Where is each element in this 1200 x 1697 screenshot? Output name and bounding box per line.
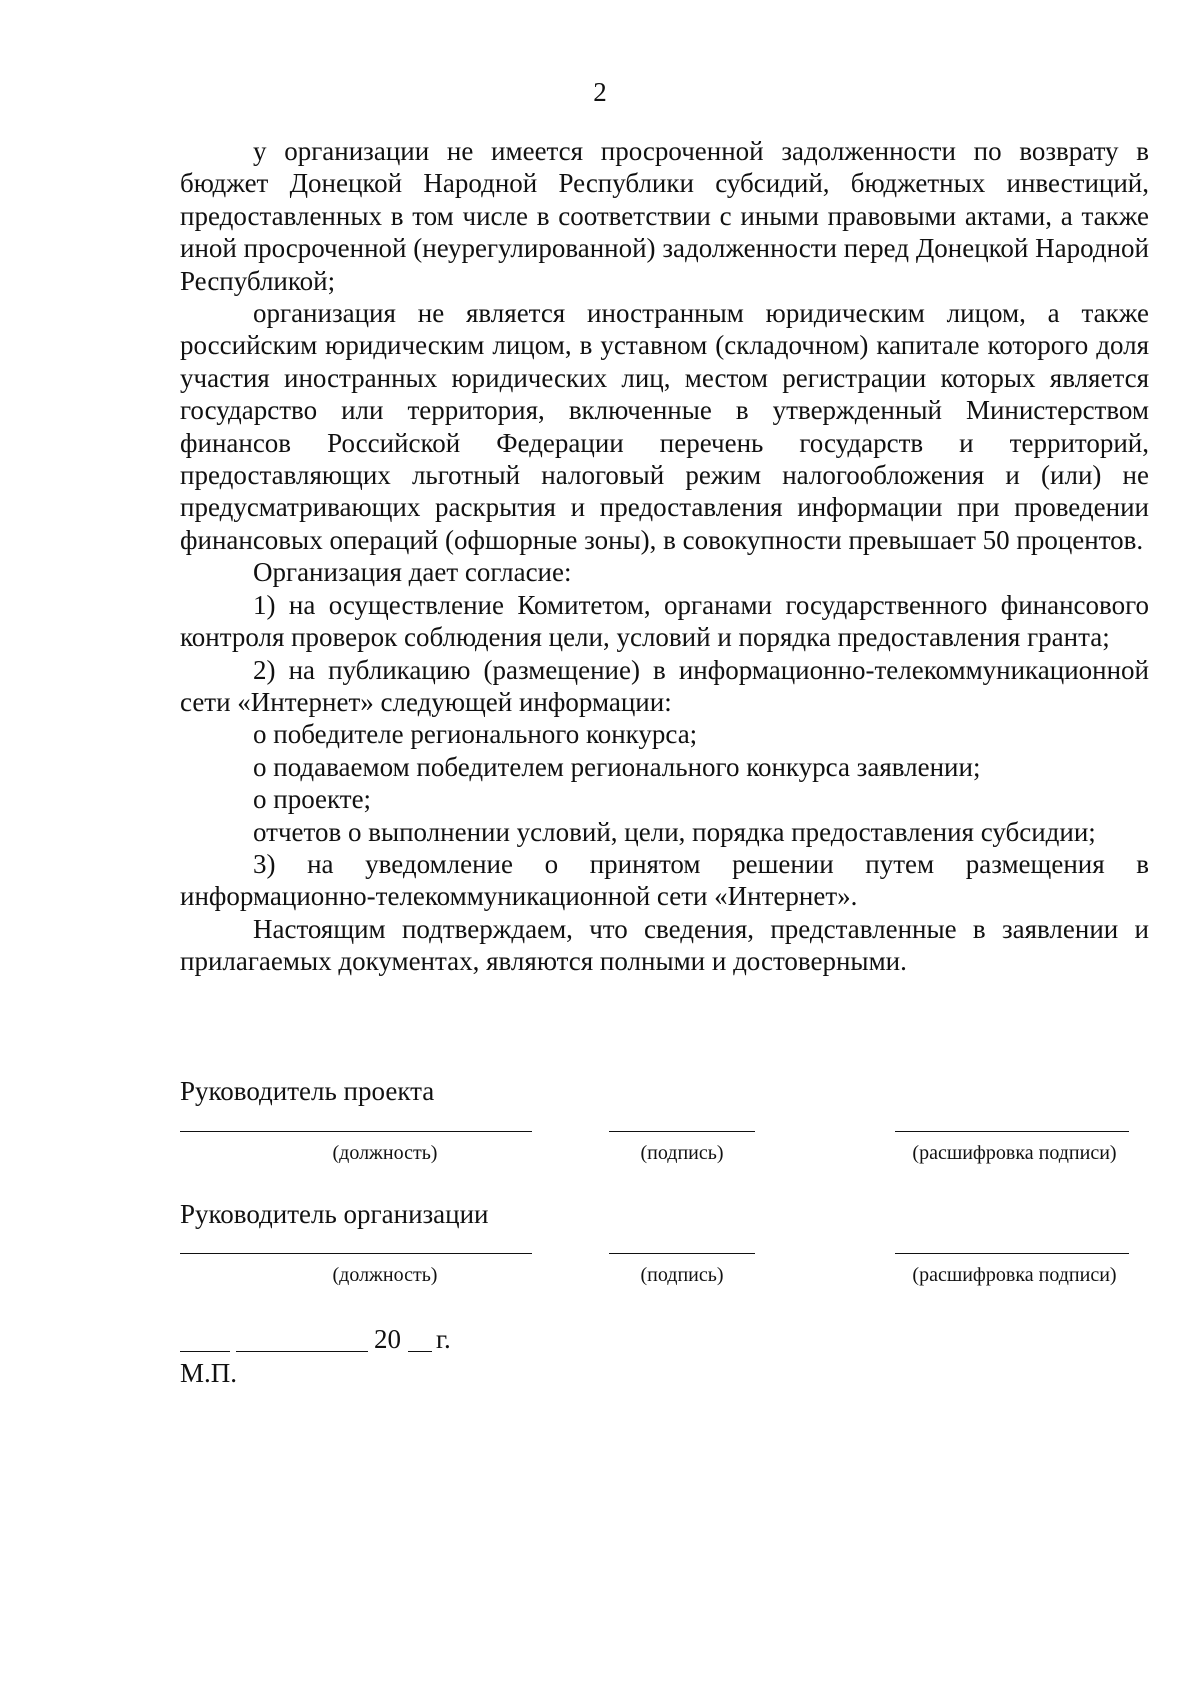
list-item-winner: о победителе регионального конкурса; bbox=[253, 719, 698, 750]
year-suffix: г. bbox=[436, 1324, 451, 1354]
list-item-application: о подаваемом победителем регионального конкурса заявлении; bbox=[253, 751, 981, 782]
signature-line bbox=[609, 1131, 755, 1132]
year-prefix: 20 bbox=[374, 1324, 401, 1354]
position-line bbox=[180, 1131, 532, 1132]
project-head-signature-block bbox=[180, 1075, 1149, 1175]
decoding-caption: (расшифровка подписи) bbox=[912, 1142, 1117, 1164]
paragraph-not-foreign: организация не является иностранным юридическим лицом, а также российским юридическим лицом, в уставном (складочном) капитале которого доля участия иностранных юридических лиц, местом регистрации которых является государство или территория, включенные в утвержденный Министерством финансов Российской Федерации перечень государств и территорий, предоставляющих льготный налоговый режим налогообложения и (или) не предусматривающих раскрытия и предоставления информации при проведении финансовых операций (офшорные зоны), в совокупности превышает 50 процентов. bbox=[180, 298, 1149, 555]
month-blank bbox=[236, 1351, 368, 1352]
paragraph-confirmation: Настоящим подтверждаем, что сведения, представленные в заявлении и прилагаемых документах, являются полными и достоверными. bbox=[180, 913, 1149, 977]
date-line bbox=[180, 1321, 580, 1355]
org-head-signature-block bbox=[180, 1198, 1149, 1298]
paragraph-no-debt: у организации не имеется просроченной задолженности по возврату в бюджет Донецкой Народной Республики субсидий, бюджетных инвестиций, предоставленных в том числе в соответствии с иными правовыми актами, а также иной просроченной (неурегулированной) задолженности перед Донецкой Народной Республикой; bbox=[180, 136, 1149, 296]
signature-caption: (подпись) bbox=[640, 1264, 724, 1286]
day-blank bbox=[180, 1351, 230, 1352]
paragraph-consent-3: 3) на уведомление о принятом решении путем размещения в информационно-телекоммуникационной сети «Интернет». bbox=[180, 848, 1149, 912]
document-body bbox=[180, 135, 1149, 978]
position-line bbox=[180, 1253, 532, 1254]
signature-line bbox=[609, 1253, 755, 1254]
org-head-title: Руководитель организации bbox=[180, 1199, 489, 1229]
paragraph-consent-2: 2) на публикацию (размещение) в информационно-телекоммуникационной сети «Интернет» следующей информации: bbox=[180, 654, 1149, 717]
decoding-line bbox=[895, 1253, 1129, 1254]
page-number: 2 bbox=[593, 77, 607, 107]
list-item-project: о проекте; bbox=[253, 784, 372, 815]
stamp-place-label: М.П. bbox=[180, 1358, 238, 1388]
position-caption: (должность) bbox=[332, 1142, 438, 1164]
year-blank bbox=[408, 1351, 432, 1352]
project-head-title: Руководитель проекта bbox=[180, 1076, 435, 1106]
position-caption: (должность) bbox=[332, 1264, 438, 1286]
decoding-line bbox=[895, 1131, 1129, 1132]
paragraph-consent-1: 1) на осуществление Комитетом, органами государственного финансового контроля проверок соблюдения цели, условий и порядка предоставления гранта; bbox=[180, 589, 1149, 653]
signature-caption: (подпись) bbox=[640, 1142, 724, 1164]
list-item-reports: отчетов о выполнении условий, цели, порядка предоставления субсидии; bbox=[253, 816, 1096, 847]
paragraph-consent-intro: Организация дает согласие: bbox=[253, 557, 572, 588]
decoding-caption: (расшифровка подписи) bbox=[912, 1264, 1117, 1286]
